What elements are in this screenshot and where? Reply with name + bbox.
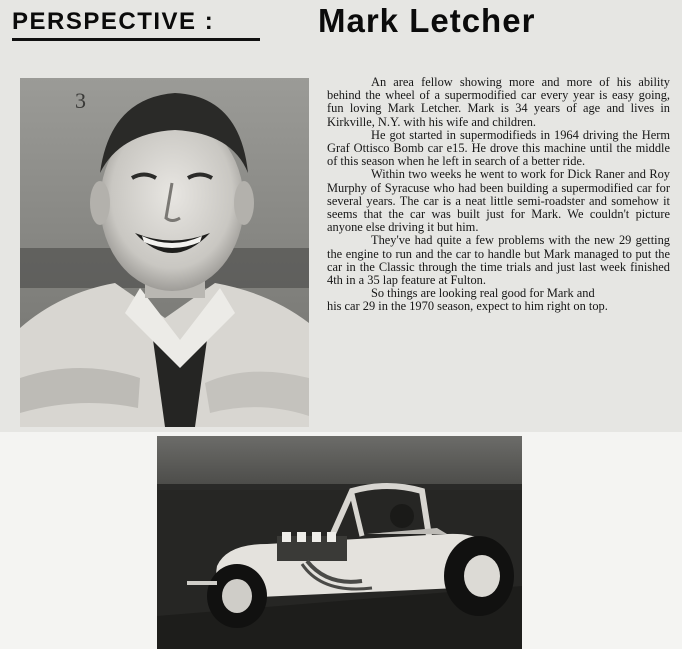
article-paragraph: They've had quite a few problems with the new 29 getting the engine to run and the car to handle but Mark managed to put the car in the Classic through the time trials and just last week finished 4th in a 35 lap feature at Fulton. <box>327 233 670 288</box>
article-paragraph: He got started in supermodifieds in 1964 driving the Herm Graf Ottisco Bomb car e15. He drove this machine until the middle of this season when he left in search of a better ride. <box>327 127 670 169</box>
photo-margin-mark: 3 <box>75 88 86 113</box>
page-title: Mark Letcher <box>318 2 536 39</box>
article-paragraph: So things are looking real good for Mark and his car 29 in the 1970 season, expect to him right on top. <box>327 286 608 314</box>
article-body <box>327 76 670 314</box>
driver-portrait-photo <box>20 78 309 427</box>
race-car-photo <box>157 436 522 649</box>
section-label: PERSPECTIVE : <box>12 8 215 35</box>
article-paragraph: Within two weeks he went to work for Dick Raner and Roy Murphy of Syracuse who had been building a supermodified car for several years. The car is a neat little semi-roadster and somehow it seems that the car was built just for Mark. We couldn't picture anyone else driving it but him. <box>327 167 670 235</box>
article-paragraph: An area fellow showing more and more of his ability behind the wheel of a supermodified car every year is easy going, fun loving Mark Letcher. Mark is 34 years of age and lives in Kirkville, N.Y. with his wife and children. <box>327 75 670 129</box>
section-label-underline <box>12 38 260 41</box>
